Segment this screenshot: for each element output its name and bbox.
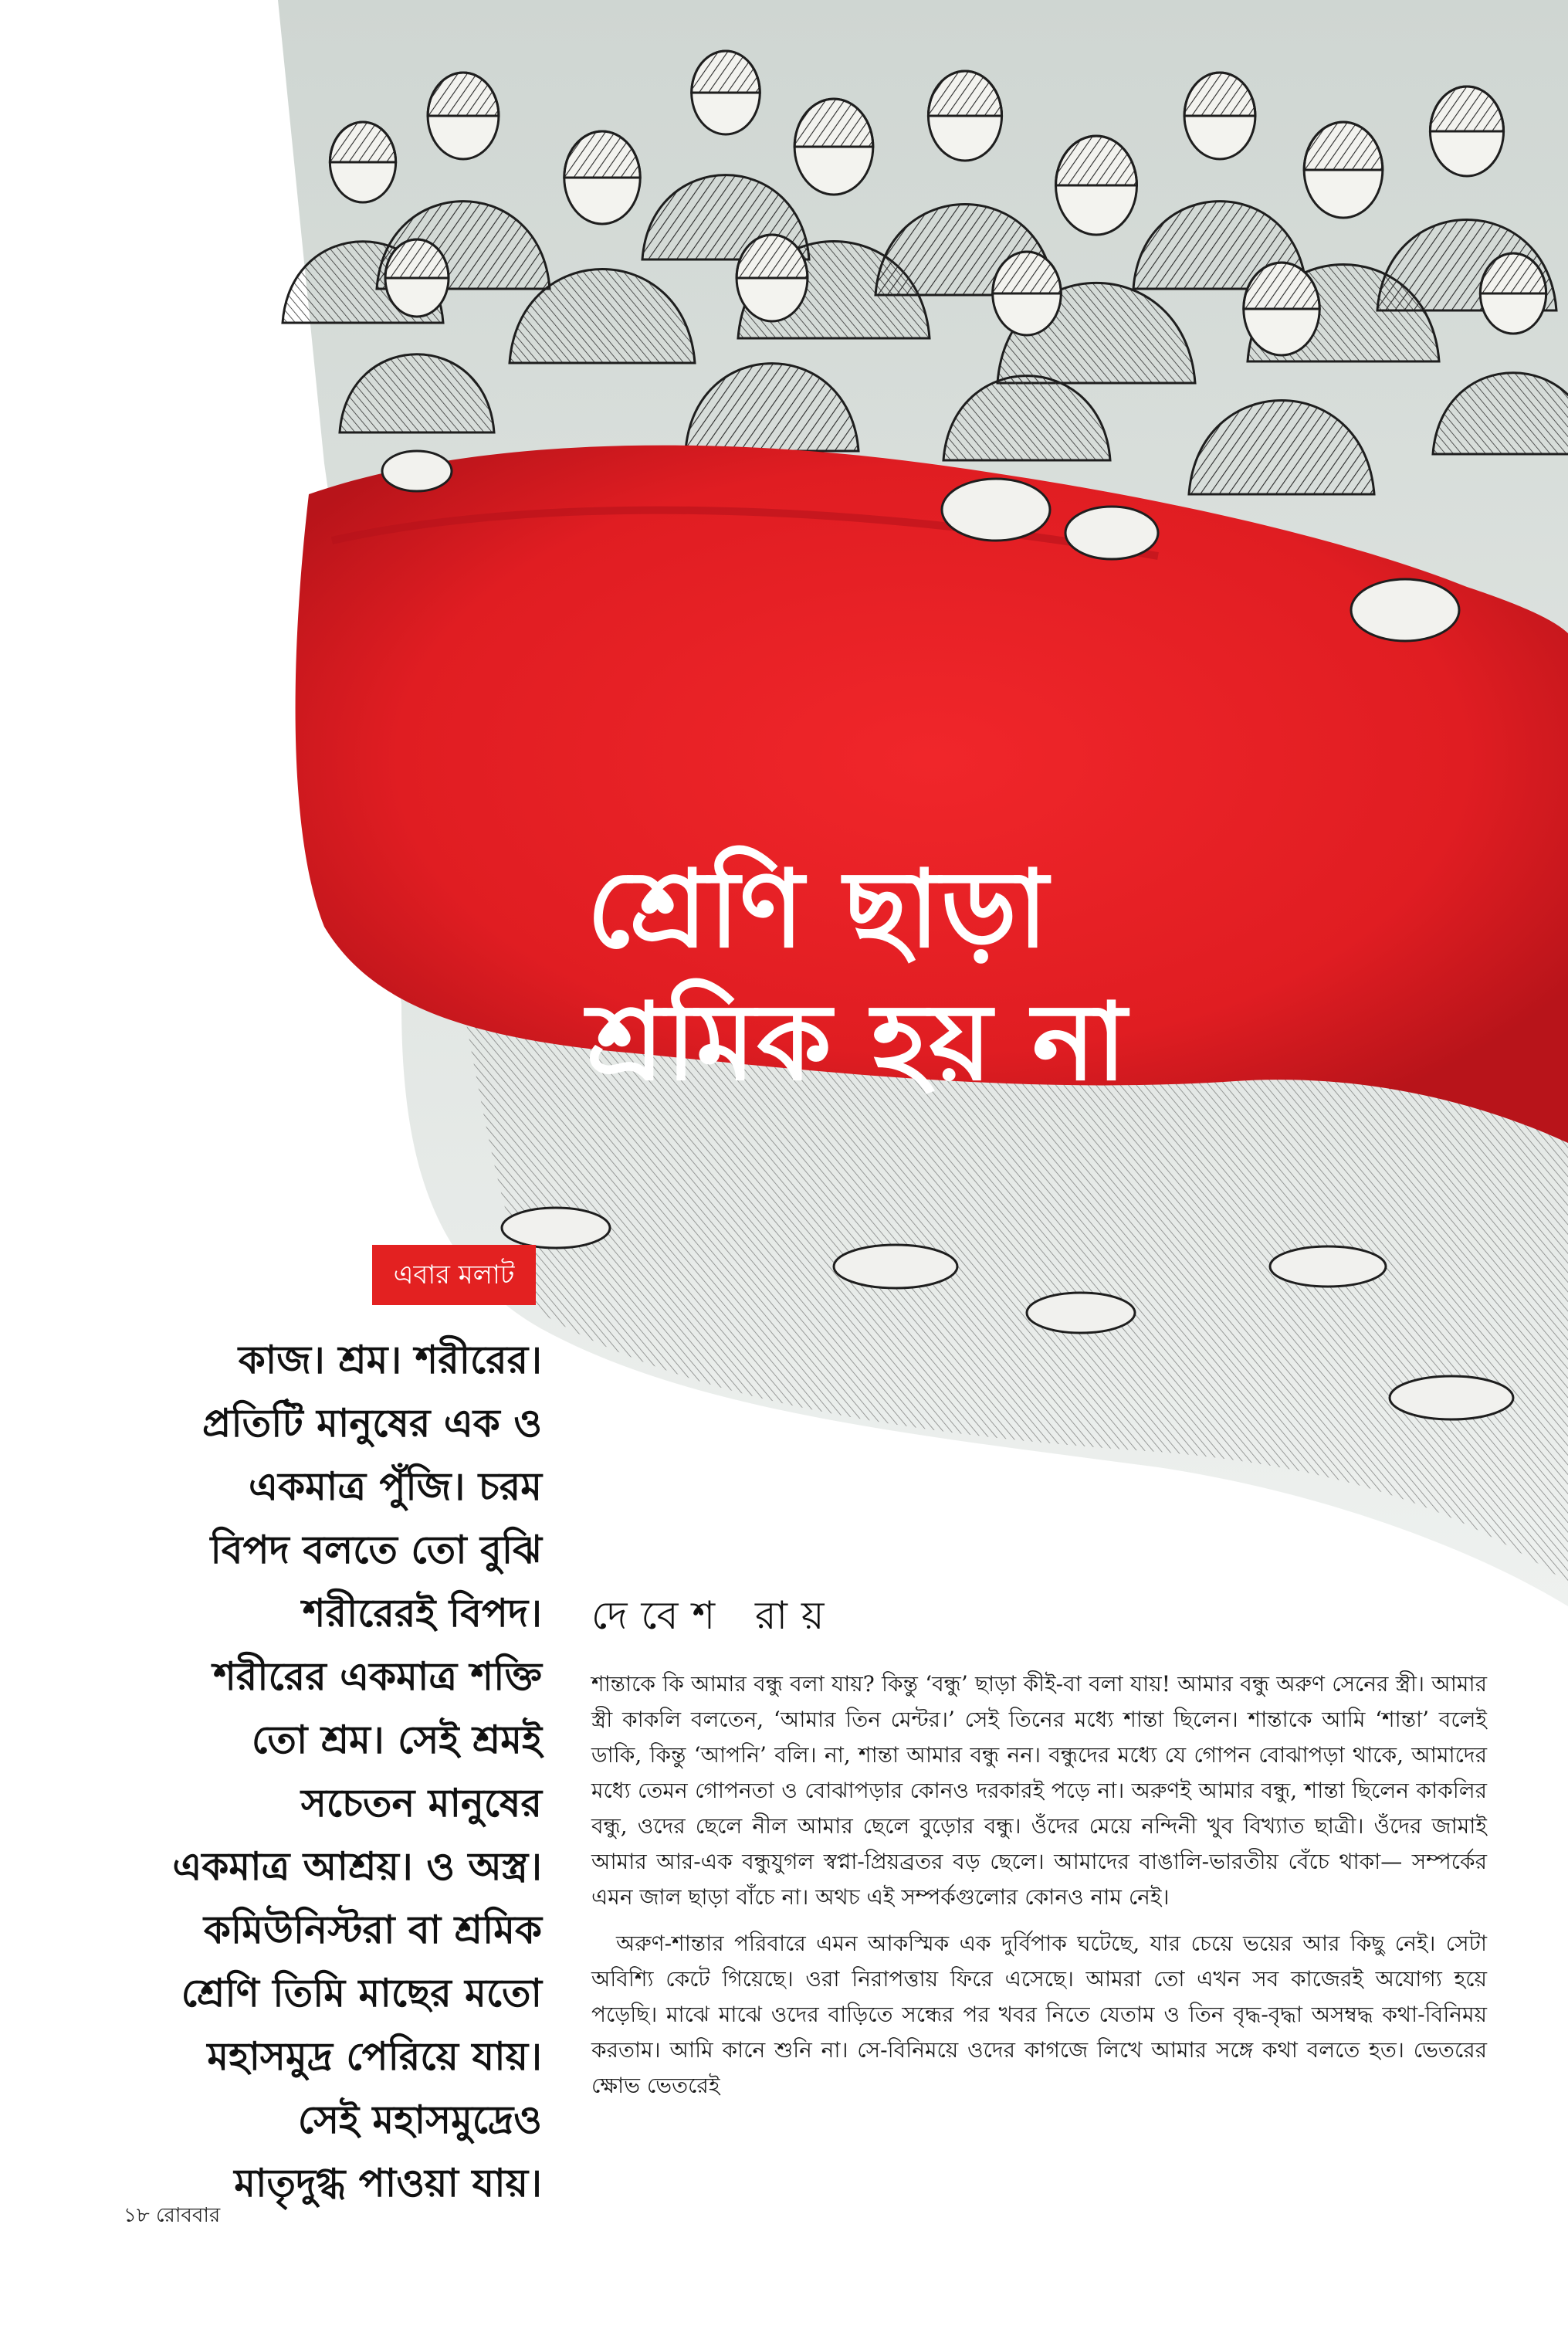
intro-line: একমাত্র আশ্রয়। ও অস্ত্র। bbox=[172, 1844, 542, 1889]
headline bbox=[587, 843, 1282, 1109]
intro-line: শরীরের একমাত্র শক্তি bbox=[213, 1654, 542, 1699]
intro-line: শরীরেরই বিপদ। bbox=[302, 1591, 542, 1636]
intro-line: প্রতিটি মানুষের এক ও bbox=[202, 1401, 542, 1446]
body-paragraph: অরুণ-শান্তার পরিবারে এমন আকস্মিক এক দুর্বিপাক ঘটেছে, যার চেয়ে ভয়ের আর কিছু নেই। সেটা অবিশ্যি কেটে গিয়েছে। ওরা নিরাপত্তায় ফিরে এসেছে। আমরা তো এখন সব কাজেরই অযোগ্য হয়ে পড়েছি। মাঝে মাঝে ওদের বাড়িতে সন্ধের পর খবর নিতে যেতাম ও তিন বৃদ্ধ-বৃদ্ধা অসম্বদ্ধ কথা-বিনিময় করতাম। আমি কানে শুনি না। সে-বিনিময়ে ওদের কাগজে লিখে আমার সঙ্গে কথা বলতে হত। ভেতরের ক্ষোভ ভেতরেই bbox=[591, 1931, 1487, 2098]
intro-line: তো শ্রম। সেই শ্রমই bbox=[252, 1717, 542, 1762]
intro-line: বিপদ বলতে তো বুঝি bbox=[210, 1527, 542, 1572]
intro-line: কাজ। শ্রম। শরীরের। bbox=[238, 1338, 542, 1382]
section-tag: এবার মলাট bbox=[372, 1245, 536, 1305]
page-footer: ১৮ রোববার bbox=[124, 2204, 221, 2227]
intro-line: একমাত্র পুঁজি। চরম bbox=[249, 1464, 542, 1509]
headline-line-1: শ্রেণি ছাড়া bbox=[587, 847, 1050, 972]
article-body bbox=[591, 1667, 1487, 2114]
intro-line: সেই মহাসমুদ্রেও bbox=[297, 2097, 542, 2142]
intro-line: মাতৃদুগ্ধ পাওয়া যায়। bbox=[234, 2161, 542, 2206]
headline-line-2: শ্রমিক হয় না bbox=[587, 980, 1129, 1105]
intro-line: সচেতন মানুষের bbox=[300, 1781, 542, 1826]
intro-line: শ্রেণি তিমি মাছের মতো bbox=[181, 1971, 542, 2016]
intro-line: কমিউনিস্টরা বা শ্রমিক bbox=[203, 1907, 542, 1952]
author-byline: দেবেশ রায় bbox=[591, 1593, 838, 1638]
body-paragraph: শান্তাকে কি আমার বন্ধু বলা যায়? কিন্তু ‘বন্ধু’ ছাড়া কীই-বা বলা যায়! আমার বন্ধু অরুণ সেনের স্ত্রী। আমার স্ত্রী কাকলি বলতেন, ‘আমার তিন মেন্টর।’ সেই তিনের মধ্যে শান্তা ছিলেন। শান্তাকে আমি ‘শান্তা’ বলেই ডাকি, কিন্তু ‘আপনি’ বলি। না, শান্তা আমার বন্ধু নন। বন্ধুদের মধ্যে যে গোপন বোঝাপড়া থাকে, আমাদের মধ্যে তেমন গোপনতা ও বোঝাপড়ার কোনও দরকারই পড়ে না। অরুণই আমার বন্ধু, শান্তা ছিলেন কাকলির বন্ধু, ওদের ছেলে নীল আমার ছেলে বুড়োর বন্ধু। ওঁদের মেয়ে নন্দিনী খুব বিখ্যাত ছাত্রী। ওঁদের জামাই আমার আর-এক বন্ধুযুগল স্বপ্না-প্রিয়ব্রতর বড় ছেলে। আমাদের বাঙালি-ভারতীয় বেঁচে থাকা— সম্পর্কের এমন জাল ছাড়া বাঁচে না। অথচ এই সম্পর্কগুলোর কোনও নাম নেই। bbox=[591, 1671, 1487, 1910]
intro-line: মহাসমুদ্র পেরিয়ে যায়। bbox=[207, 2034, 542, 2079]
intro-pullquote bbox=[69, 1328, 542, 2215]
